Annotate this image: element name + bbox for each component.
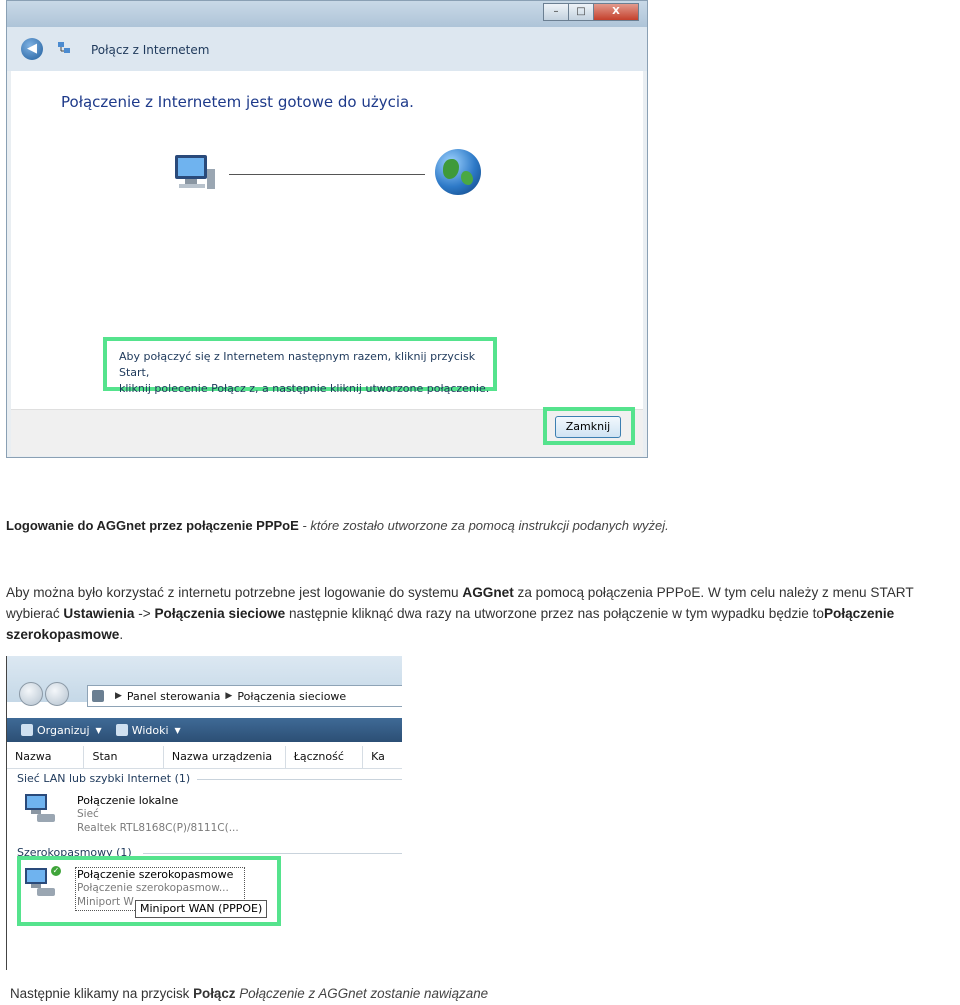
instruction-line: kliknij polecenie Połącz z, a następnie kliknij utworzone połączenie. xyxy=(119,382,490,395)
close-button-highlight xyxy=(543,407,635,445)
paragraph-line xyxy=(6,603,960,624)
organize-button[interactable] xyxy=(21,724,102,737)
chevron-down-icon: ▼ xyxy=(174,725,181,735)
text-span: Aby można było korzystać z internetu potrzebne jest logowanie do systemu xyxy=(6,585,463,600)
text-span: . xyxy=(119,627,124,642)
broadband-connection-name[interactable]: Połączenie szerokopasmowe xyxy=(77,868,234,881)
breadcrumb-separator-icon: ▶ xyxy=(115,691,122,701)
back-arrow-icon[interactable]: ◀ xyxy=(21,38,43,60)
connect-dialog-screenshot xyxy=(6,0,648,458)
dialog-heading: Połączenie z Internetem jest gotowe do użycia. xyxy=(61,93,414,111)
text-span: wybierać xyxy=(6,606,64,621)
dialog-title: Połącz z Internetem xyxy=(91,43,210,57)
maximize-button[interactable]: □ xyxy=(568,3,593,21)
lan-connection-icon xyxy=(23,792,57,824)
section-title-italic: - które zostało utworzone za pomocą instrukcji podanych wyżej. xyxy=(298,518,669,533)
text-bold: Połączenia sieciowe xyxy=(154,606,286,621)
section-title-bold: Logowanie do AGGnet przez połączenie PPPoE xyxy=(6,518,299,533)
dialog-navbar xyxy=(7,27,647,71)
address-field[interactable] xyxy=(87,685,402,707)
close-window-button[interactable]: X xyxy=(593,3,639,21)
minimize-button[interactable]: – xyxy=(543,3,568,21)
lan-connection-device: Realtek RTL8168C(P)/8111C(... xyxy=(77,822,239,834)
network-connections-screenshot xyxy=(6,656,402,970)
computer-icon xyxy=(169,151,219,193)
column-header xyxy=(7,746,402,769)
window-controls xyxy=(543,3,639,21)
text-span: Następnie klikamy na przycisk xyxy=(10,986,194,1001)
text-italic: Połączenie z AGGnet zostanie nawiązane xyxy=(235,986,489,1001)
chevron-down-icon: ▼ xyxy=(95,725,102,735)
breadcrumb-separator-icon: ▶ xyxy=(225,691,233,701)
column-name[interactable]: Nazwa xyxy=(7,746,84,768)
views-icon xyxy=(116,724,128,736)
text-bold: szerokopasmowe xyxy=(6,627,120,642)
text-span: następnie kliknąć dwa razy na utworzone przez nas połączenie w tym wypadku będzie to xyxy=(285,606,824,621)
text-bold: AGGnet xyxy=(462,585,514,600)
paragraph-line xyxy=(6,582,960,603)
column-truncated[interactable]: Ka xyxy=(371,750,385,763)
group-header-lan[interactable]: Sieć LAN lub szybki Internet (1) xyxy=(17,772,191,785)
connection-line xyxy=(229,174,425,175)
device-tooltip: Miniport WAN (PPPOE) xyxy=(135,900,267,918)
lan-connection-status: Sieć xyxy=(77,808,99,820)
zamknij-button[interactable]: Zamknij xyxy=(555,416,621,438)
instruction-line: Aby połączyć się z Internetem następnym razem, kliknij przycisk Start, xyxy=(119,350,476,379)
explorer-toolbar xyxy=(7,718,402,742)
section-title xyxy=(6,518,669,533)
text-bold: Połączenie xyxy=(823,606,895,621)
organize-label: Organizuj xyxy=(37,723,90,737)
window-titlebar xyxy=(7,1,647,27)
lan-connection-name[interactable]: Połączenie lokalne xyxy=(77,794,179,807)
breadcrumb-control-panel[interactable]: Panel sterowania xyxy=(126,689,221,703)
instructions-paragraph xyxy=(6,582,960,645)
paragraph-line xyxy=(6,624,960,645)
breadcrumb-network-connections[interactable]: Połączenia sieciowe xyxy=(237,689,347,703)
column-status[interactable]: Stan xyxy=(84,746,163,768)
organize-icon xyxy=(21,724,33,736)
column-device[interactable]: Nazwa urządzenia xyxy=(164,746,286,768)
group-divider xyxy=(143,853,402,854)
views-label: Widoki xyxy=(131,723,169,737)
broadband-connection-status: Połączenie szerokopasmow... xyxy=(77,882,229,894)
connect-button-reference: Połącz xyxy=(193,986,236,1001)
control-panel-icon xyxy=(92,690,104,702)
address-bar-area xyxy=(7,656,402,702)
dialog-content xyxy=(11,71,643,409)
globe-icon xyxy=(435,149,481,195)
final-instruction xyxy=(10,986,488,1001)
text-bold: Ustawienia xyxy=(63,606,135,621)
check-icon: ✓ xyxy=(52,866,60,875)
views-button[interactable] xyxy=(116,724,181,737)
back-nav-icon[interactable] xyxy=(19,682,43,706)
column-connectivity[interactable]: Łączność xyxy=(286,746,363,768)
instruction-text xyxy=(119,349,493,397)
text-span: -> xyxy=(134,606,155,621)
text-span: za pomocą połączenia PPPoE. W tym celu należy z menu START xyxy=(513,585,914,600)
group-divider xyxy=(197,779,402,780)
network-connect-icon xyxy=(57,41,71,55)
instruction-highlight xyxy=(103,337,497,395)
group-header-broadband[interactable]: Szerokopasmowy (1) xyxy=(17,846,132,859)
forward-nav-icon[interactable] xyxy=(45,682,69,706)
broadband-connection-device: Miniport W xyxy=(77,896,134,908)
